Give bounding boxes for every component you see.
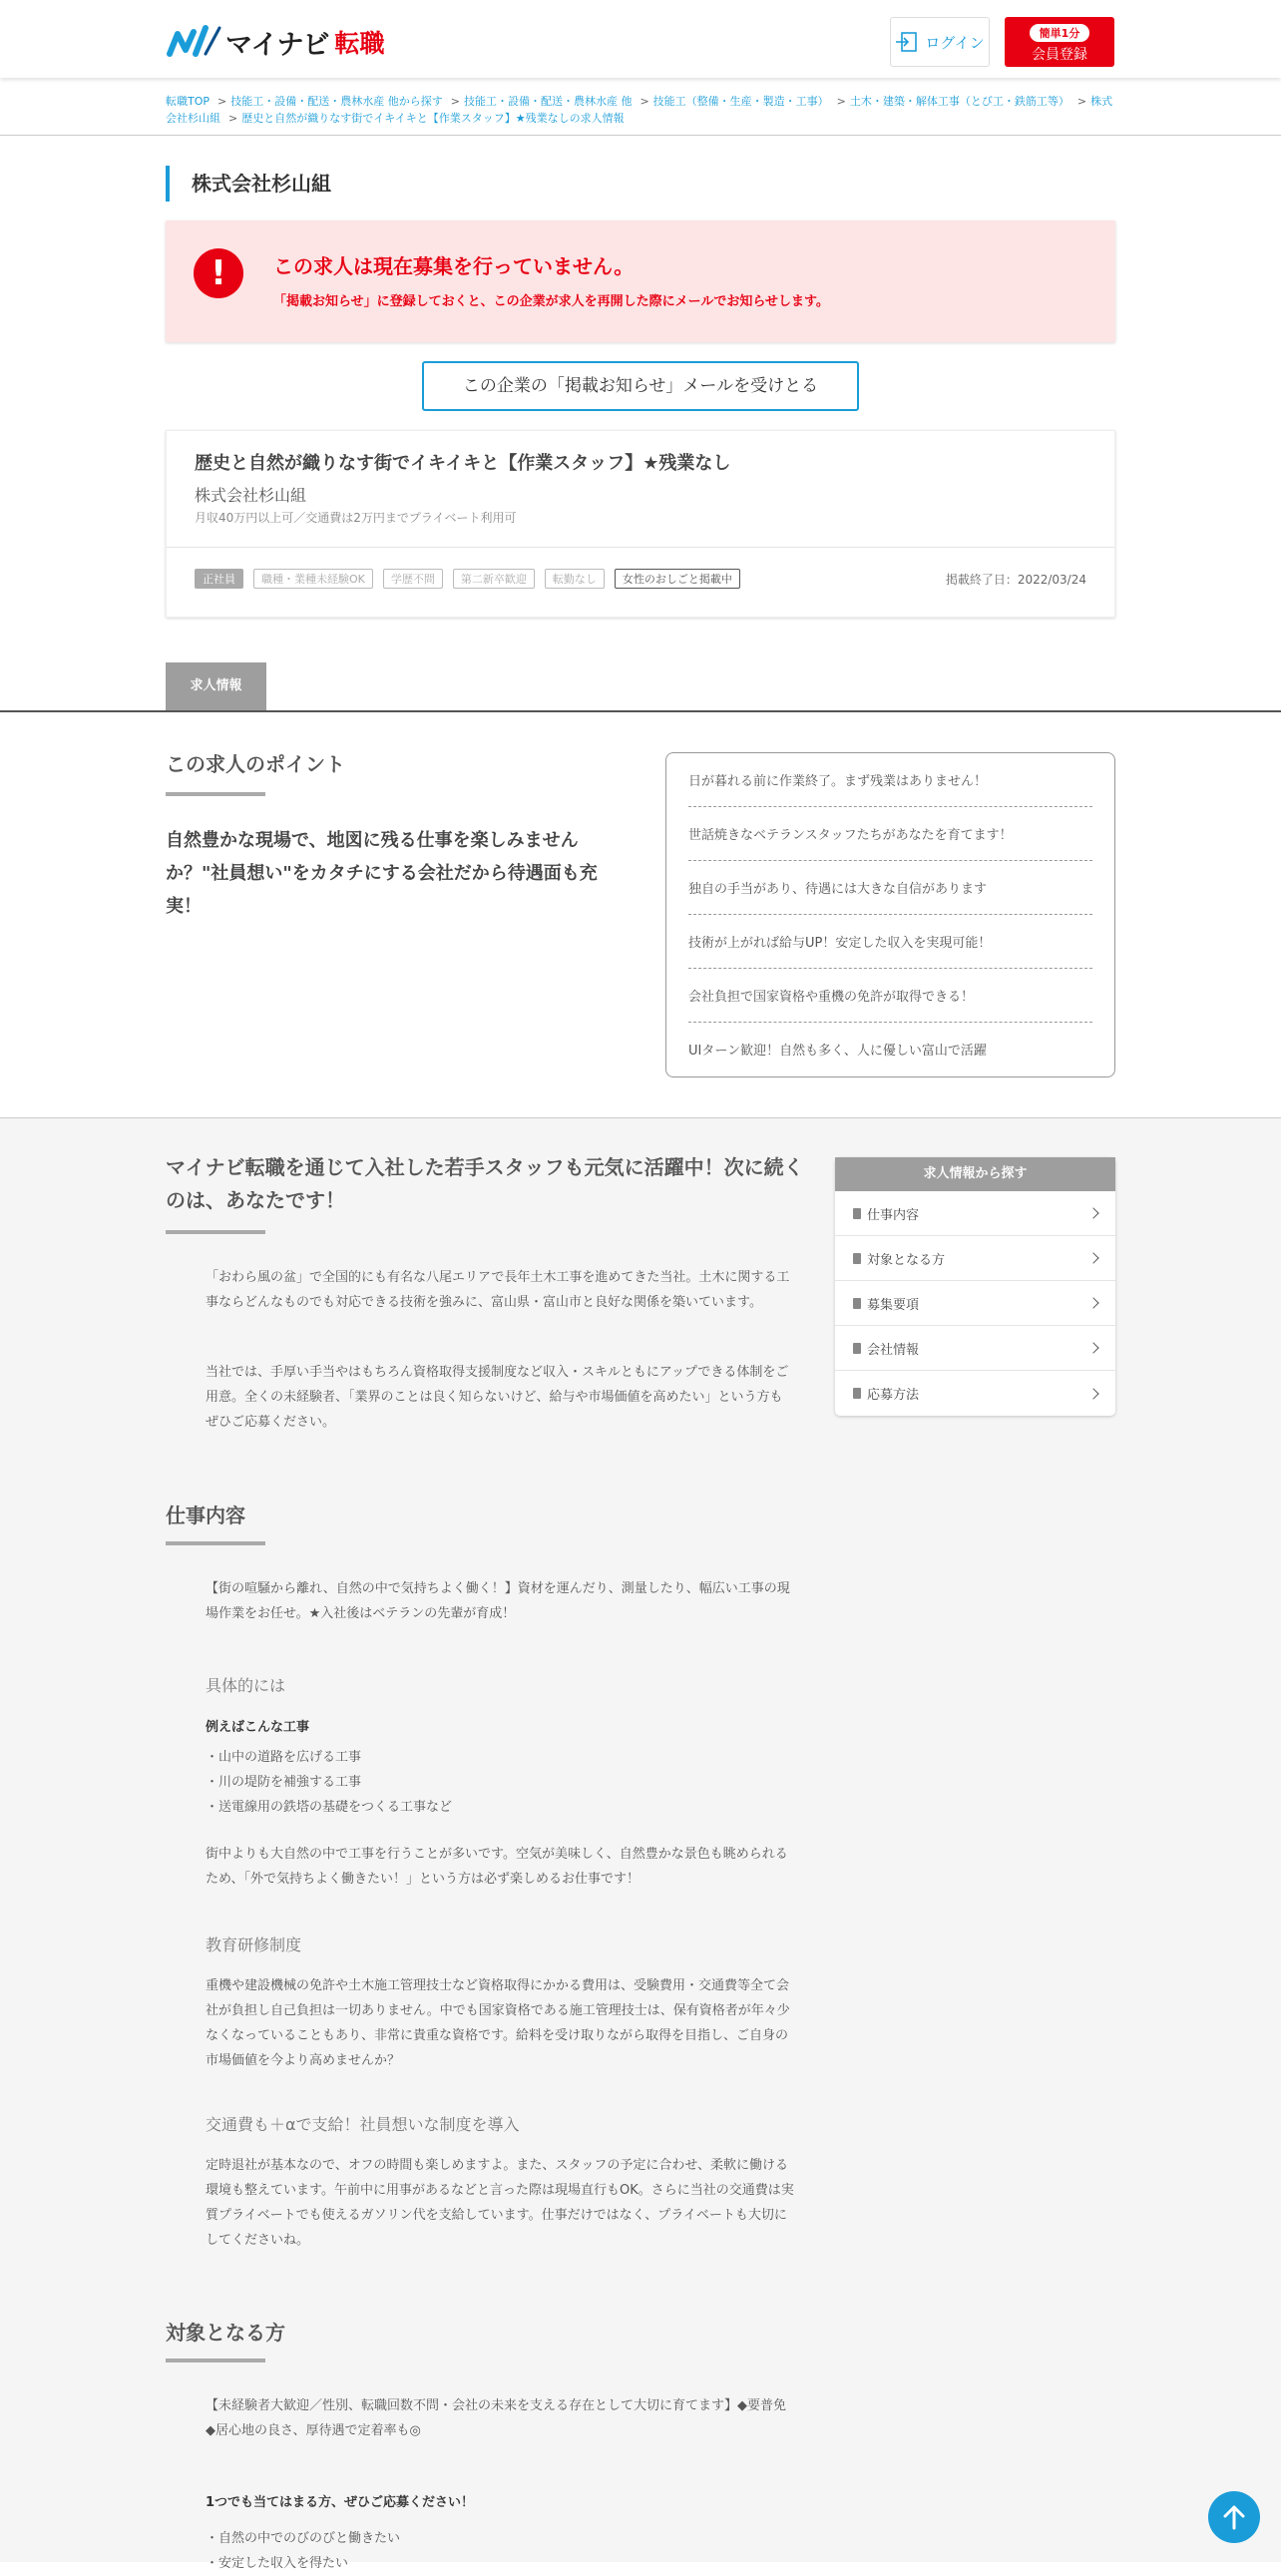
breadcrumb-item[interactable]: 土木・建築・解体工事（とび工・鉄筋工等） [849, 95, 1069, 108]
job-tags [195, 569, 740, 589]
logo-mark-icon [166, 24, 223, 60]
job-company: 株式会社杉山組 [195, 486, 307, 505]
login-icon [895, 32, 917, 52]
chevron-right-icon [1087, 1207, 1098, 1218]
tab-job-info[interactable]: 求人情報 [166, 662, 266, 710]
tag: 第二新卒歓迎 [453, 569, 535, 589]
intro-title: マイナビ転職を通じて入社した若手スタッフも元気に活躍中！次に続くのは、あなたです！ [166, 1155, 804, 1212]
breadcrumb-sep: > [217, 95, 227, 108]
notify-button[interactable]: この企業の「掲載お知らせ」メールを受けとる [422, 361, 859, 411]
point-item: 世話焼きなベテランスタッフたちがあなたを育てます！ [688, 807, 1092, 861]
sidebar-item-company[interactable] [835, 1326, 1115, 1371]
breadcrumb-item[interactable]: 技能工（整備・生産・製造・工事） [652, 95, 829, 108]
job-title: 歴史と自然が織りなす街でイキイキと【作業スタッフ】★残業なし [195, 453, 731, 474]
point-item: 日が暮れる前に作業終了。まず残業はありません！ [688, 753, 1092, 807]
target-title-underline [166, 2359, 265, 2362]
site-logo[interactable] [166, 22, 384, 62]
list-item: ・自然の中でのびのびと働きたい [206, 2531, 401, 2546]
alert-title: この求人は現在募集を行っていません。 [273, 254, 635, 278]
breadcrumb-item[interactable]: 技能工・設備・配送・農林水産 他 [463, 95, 633, 108]
list-item: ・川の堤防を補強する工事 [206, 1775, 362, 1790]
specific-title: 具体的には [206, 1676, 286, 1695]
register-button[interactable] [1005, 17, 1114, 67]
login-label: ログイン [925, 33, 985, 52]
document-icon [853, 1208, 861, 1219]
alert-text: 「掲載お知らせ」に登録しておくと、この企業が求人を再開した際にメールでお知らせします。 [273, 294, 829, 309]
intro-paragraph: 当社では、手厚い手当やはもちろん資格取得支援制度など収入・スキルともにアップできる体制をご用意。全くの未経験者、「業界のことは良く知らないけど、給与や市場価値を高めたい」という方もぜひご応募ください。 [206, 1365, 789, 1430]
breadcrumb-sep: > [1076, 95, 1087, 108]
training-text: 重機や建設機械の免許や土木施工管理技士など資格取得にかかる費用は、受験費用・交通費等全て会社が負担し自己負担は一切ありません。中でも国家資格である施工管理技士は、保有資格者が年々少なくなっていることもあり、非常に貴重な資格です。給料を受け取りながら取得を目指し、ご自身の市場価値を今より高めませんか？ [206, 1978, 790, 2068]
list-item: ・山中の道路を広げる工事 [206, 1750, 362, 1765]
closed-alert [166, 220, 1115, 342]
sidebar-item-label: 会社情報 [867, 1342, 920, 1358]
sidebar-item-label: 仕事内容 [867, 1207, 920, 1223]
points-list [665, 752, 1115, 1077]
sidebar-item-label: 応募方法 [867, 1388, 920, 1403]
sidebar-item-label: 対象となる方 [867, 1252, 946, 1268]
arrow-up-icon [1208, 2491, 1260, 2543]
point-item: UIターン歓迎！自然も多く、人に優しい富山で活躍 [688, 1044, 987, 1059]
tag: 学歴不問 [383, 569, 443, 589]
document-icon [853, 1253, 861, 1264]
chevron-right-icon [1087, 1388, 1098, 1399]
work-title-underline [166, 1541, 265, 1545]
work-lead: 【街の喧騒から離れ、自然の中で気持ちよく働く！】資材を運んだり、測量したり、幅広い工事の現場作業をお任せ。★入社後はベテランの先輩が育成！ [206, 1581, 790, 1621]
logo-text: マイナビ [225, 29, 329, 61]
alert-icon: ! [194, 248, 243, 298]
breadcrumb-item[interactable]: 転職TOP [166, 95, 211, 108]
register-label: 会員登録 [1032, 47, 1087, 63]
tag: 職種・業種未経験OK [253, 569, 373, 589]
points-title: この求人のポイント [166, 752, 345, 776]
sidebar-title: 求人情報から探す [835, 1157, 1115, 1191]
chevron-right-icon [1087, 1297, 1098, 1308]
sidebar-item-work[interactable] [835, 1191, 1115, 1236]
specific-text: 街中よりも大自然の中で工事を行うことが多いです。空気が美味しく、自然豊かな景色も眺められるため、「外で気持ちよく働きたい！」という方は必ず楽しめるお仕事です！ [206, 1847, 788, 1887]
breadcrumb-item[interactable]: 株式会社杉山組 [166, 95, 1113, 125]
tab-divider [0, 710, 1281, 712]
sidebar-item-label: 募集要項 [867, 1297, 920, 1313]
company-heading: 株式会社杉山組 [166, 166, 331, 202]
breadcrumb-divider [0, 135, 1281, 136]
job-divider [167, 547, 1114, 548]
job-subtitle: 月収40万円以上可／交通費は2万円までプライベート利用可 [195, 511, 517, 525]
job-card [166, 430, 1115, 618]
breadcrumb-item[interactable]: 技能工・設備・配送・農林水産 他から探す [230, 95, 443, 108]
list-item: ・安定した収入を得たい [206, 2556, 349, 2571]
register-badge: 簡単1分 [1030, 24, 1090, 42]
sidebar-item-target[interactable] [835, 1236, 1115, 1281]
intro-paragraph: 「おわら風の盆」で全国的にも有名な八尾エリアで長年土木工事を進めてきた当社。土木に関する工事ならどんなものでも対応できる技術を強みに、富山県・富山市と良好な関係を築いています。 [206, 1270, 790, 1310]
document-icon [853, 1343, 861, 1354]
sidebar-item-apply[interactable] [835, 1371, 1115, 1416]
target-title: 対象となる方 [166, 2321, 285, 2345]
tag: 転勤なし [545, 569, 605, 589]
breadcrumb-item[interactable]: 歴史と自然が織りなす街でイキイキと【作業スタッフ】★残業なしの求人情報 [241, 112, 625, 125]
document-icon [853, 1388, 861, 1399]
login-button[interactable] [890, 17, 990, 67]
point-item: 独自の手当があり、待遇には大きな自信があります [688, 861, 1092, 915]
chevron-right-icon [1087, 1342, 1098, 1353]
document-icon [853, 1298, 861, 1309]
list-item: ・送電線用の鉄塔の基礎をつくる工事など [206, 1800, 453, 1815]
benefit-text: 定時退社が基本なので、オフの時間も楽しめますよ。また、スタッフの予定に合わせ、柔軟に働ける環境も整えています。午前中に用事があるなどと言った際は現場直行もOK。さらに当社の交通費は実質プライベートでも使えるガソリン代を支給しています。仕事だけではなく、プライベートも大切にしてくださいね。 [206, 2158, 794, 2248]
point-item: 会社負担で国家資格や重機の免許が取得できる！ [688, 969, 1092, 1023]
chevron-right-icon [1087, 1252, 1098, 1263]
breadcrumb [166, 93, 1115, 127]
tag: 女性のおしごと掲載中 [615, 569, 740, 589]
tag: 正社員 [195, 569, 243, 589]
sidebar-nav [835, 1157, 1115, 1416]
points-title-underline [166, 792, 265, 796]
example-label: 例えばこんな工事 [206, 1720, 310, 1735]
sidebar-item-requirements[interactable] [835, 1281, 1115, 1326]
intro-title-underline [166, 1230, 265, 1234]
logo-sub: 転職 [334, 29, 385, 58]
site-header [0, 0, 1281, 78]
breadcrumb-sep: > [640, 95, 649, 108]
example-list [206, 1745, 452, 1820]
training-title: 教育研修制度 [206, 1935, 302, 1954]
work-title: 仕事内容 [166, 1503, 245, 1527]
target-lead: 【未経験者大歓迎／性別、転職回数不問・会社の未来を支える存在として大切に育てます】◆要普免 ◆居心地の良さ、厚待遇で定着率も◎ [206, 2398, 786, 2438]
breadcrumb-sep: > [228, 112, 238, 125]
points-lead: 自然豊かな現場で、地図に残る仕事を楽しみませんか？"社員想い"をカタチにする会社だから待遇面も充実！ [166, 830, 598, 917]
job-end-date: 掲載終了日：2022/03/24 [945, 573, 1086, 587]
target-list [206, 2526, 400, 2576]
point-item: 技術が上がれば給与UP！安定した収入を実現可能！ [688, 915, 1092, 969]
breadcrumb-sep: > [450, 95, 460, 108]
benefit-title: 交通費も＋αで支給！社員想いな制度を導入 [206, 2115, 520, 2134]
target-label: 1つでも当てはまる方、ぜひご応募ください！ [206, 2495, 475, 2510]
back-to-top-button[interactable] [1208, 2491, 1260, 2543]
breadcrumb-sep: > [836, 95, 846, 108]
